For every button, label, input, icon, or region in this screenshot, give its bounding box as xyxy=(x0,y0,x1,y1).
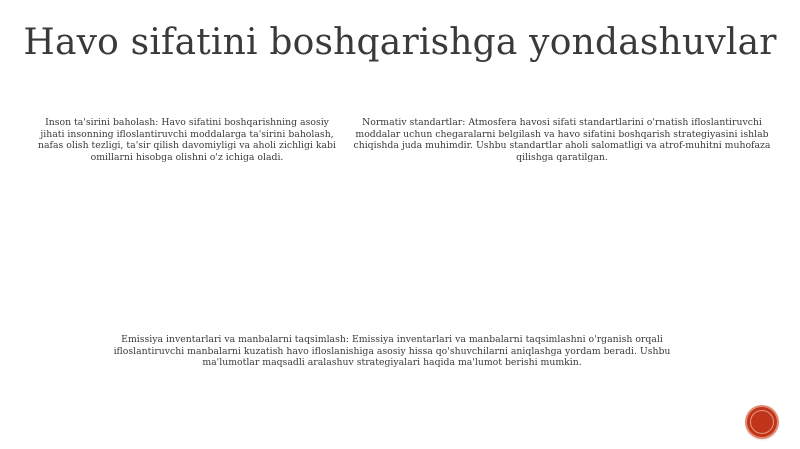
text-block-human-exposure: Inson ta'sirini baholash: Havo sifatini boshqarishning asosiy jihati insonning ifloslantiruvchi moddalarga ta'sirini baholash, nafas olish tezligi, ta'sir qilish davomiyligi va aholi zichligi kabi omillarni hisobga olishni o'z ichiga oladi. xyxy=(38,117,336,163)
text-block-regulatory-standards: Normativ standartlar: Atmosfera havosi sifati standartlarini o'rnatish ifloslantiruvchi moddalar uchun chegaralarni belgilash va havo sifatini boshqarish strategiyasini ishlab chiqishda juda muhimdir. Ushbu standartlar aholi salomatligi va atrof-muhitni muhofaza qilishga qaratilgan. xyxy=(353,117,771,163)
circle-icon xyxy=(750,410,774,434)
text-block-emission-inventories: Emissiya inventarlari va manbalarni taqsimlash: Emissiya inventarlari va manbalarni taqsimlashni o'rganish orqali ifloslantiruvchi manbalarni kuzatish havo ifloslanishiga asosiy hissa qo'shuvchilarni aniqlashga yordam beradi. Ushbu ma'lumotlar maqsadli aralashuv strategiyalari haqida ma'lumot berishi mumkin. xyxy=(113,334,671,369)
slide-title: Havo sifatini boshqarishga yondashuvlar xyxy=(23,22,777,63)
next-slide-button[interactable] xyxy=(747,407,777,437)
